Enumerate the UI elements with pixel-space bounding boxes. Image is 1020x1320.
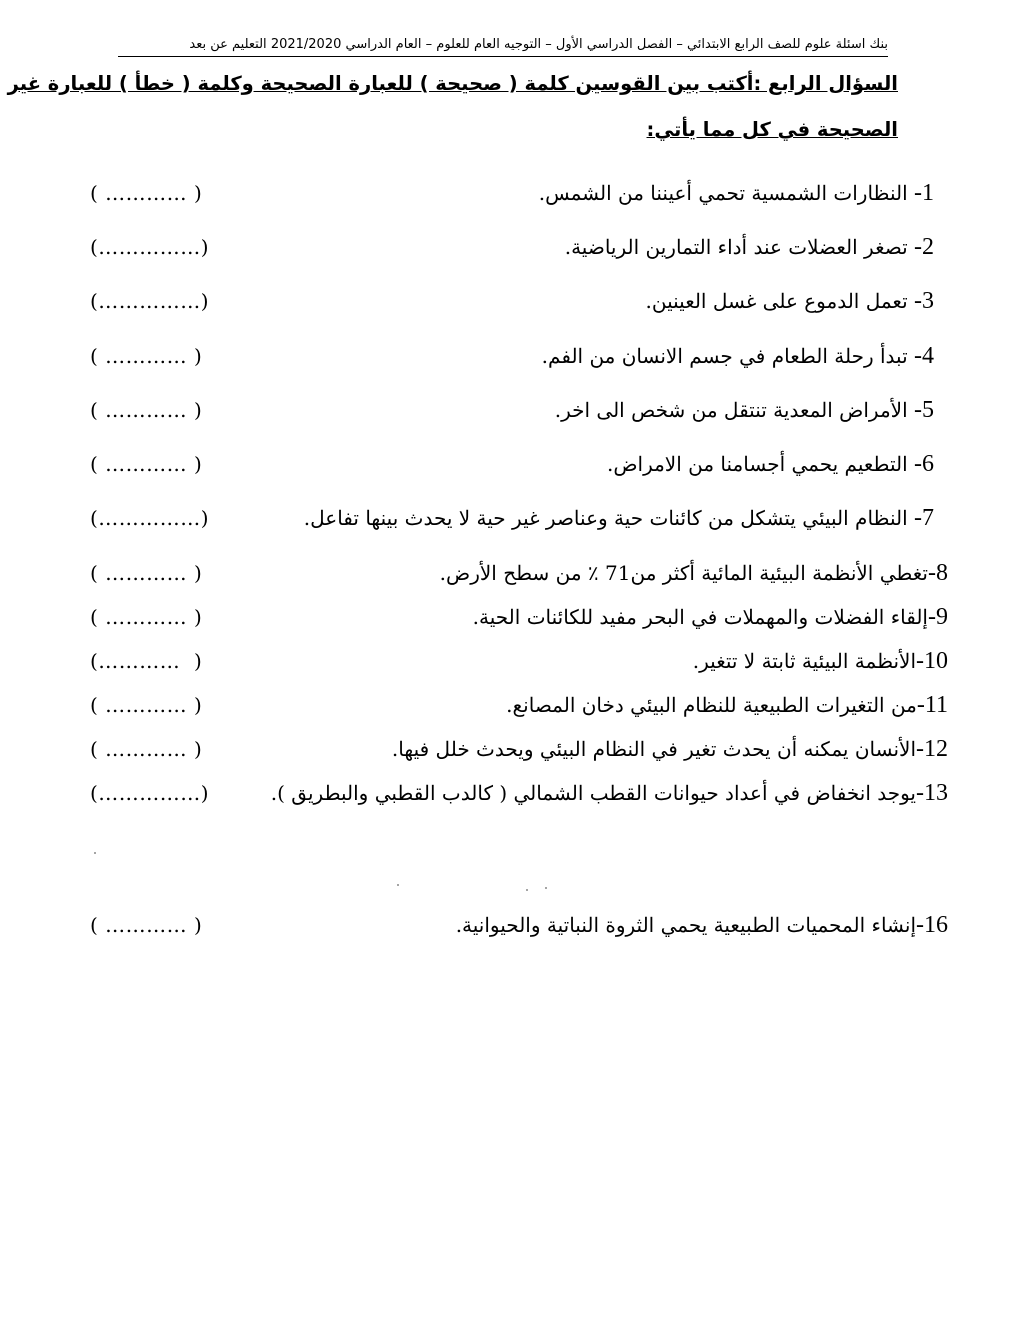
item-number: 5- [914, 397, 934, 423]
item-number: 10- [916, 648, 948, 674]
item-number: 9- [928, 604, 948, 630]
list-item [0, 341, 1020, 375]
item-text: تعمل الدموع على غسل العينين. [645, 289, 908, 313]
page-header: بنك اسئلة علوم للصف الرابع الابتدائي – الفصل الدراسي الأول – التوجيه العام للعلوم – العام الدراسي 2021/2020 التعليم عن بعد [118, 36, 888, 57]
item-text: تصغر العضلات عند أداء التمارين الرياضية. [564, 235, 908, 259]
list-item [0, 232, 1020, 266]
item-statement [555, 395, 934, 425]
item-number: 2- [914, 234, 934, 260]
answer-blank[interactable]: ( ………… ) [90, 561, 203, 585]
scan-speck [94, 852, 96, 854]
scan-speck [545, 887, 547, 889]
item-statement [506, 690, 948, 720]
question-title-line1: السؤال الرابع :أكتب بين القوسين كلمة ( صحيحة ) للعبارة الصحيحة وكلمة ( خطأ ) للعبارة غير [7, 72, 898, 95]
item-text: الأنظمة البيئية ثابتة لا تتغير. [692, 649, 916, 673]
answer-blank[interactable]: ( ………… ) [90, 398, 203, 422]
answer-blank[interactable]: (……………) [90, 289, 210, 313]
list-item [0, 558, 1020, 592]
answer-blank[interactable]: ( ………… ) [90, 452, 203, 476]
list-item [0, 646, 1020, 680]
answer-blank[interactable]: ( ………… ) [90, 693, 203, 717]
item-number: 12- [916, 736, 948, 762]
list-item [0, 395, 1020, 429]
item-statement [693, 646, 948, 676]
list-item [0, 690, 1020, 724]
list-item [0, 910, 1020, 944]
answer-blank[interactable]: (……………) [90, 781, 210, 805]
answer-blank[interactable]: (……………) [90, 506, 210, 530]
item-number: 11- [916, 692, 948, 718]
item-text: إلقاء الفضلات والمهملات في البحر مفيد للكائنات الحية. [472, 605, 928, 629]
item-number: 16- [916, 912, 948, 938]
item-text: النظام البيئي يتشكل من كائنات حية وعناصر غير حية لا يحدث بينها تفاعل. [303, 506, 908, 530]
list-item [0, 178, 1020, 212]
item-text: يوجد انخفاض في أعداد حيوانات القطب الشمالي ( كالدب القطبي والبطريق ). [270, 781, 916, 805]
answer-blank[interactable]: ( ………… ) [90, 913, 203, 937]
item-statement [440, 558, 948, 588]
list-item [0, 503, 1020, 537]
item-text: الأمراض المعدية تنتقل من شخص الى اخر. [554, 398, 908, 422]
answer-blank[interactable]: ( ………… ) [90, 737, 203, 761]
item-number: 1- [914, 180, 934, 206]
item-text: الأنسان يمكنه أن يحدث تغير في النظام البيئي ويحدث خلل فيها. [391, 737, 916, 761]
item-text: تبدأ رحلة الطعام في جسم الانسان من الفم. [541, 344, 908, 368]
item-number: 7- [914, 505, 934, 531]
scan-speck [526, 889, 528, 891]
item-statement [565, 232, 934, 262]
item-number: 4- [914, 343, 934, 369]
list-item [0, 286, 1020, 320]
answer-blank[interactable]: ( ………… ) [90, 605, 203, 629]
item-statement [542, 341, 934, 371]
item-statement [456, 910, 948, 940]
item-number: 13- [916, 780, 948, 806]
item-statement [646, 286, 935, 316]
list-item [0, 449, 1020, 483]
list-item [0, 778, 1020, 812]
item-number: 8- [928, 560, 948, 586]
scan-speck [397, 884, 399, 886]
answer-blank[interactable]: (……………) [90, 235, 210, 259]
item-statement [271, 778, 948, 808]
item-text: التطعيم يحمي أجسامنا من الامراض. [606, 452, 908, 476]
answer-blank[interactable]: (………… ) [90, 649, 203, 673]
item-statement [607, 449, 934, 479]
item-text: تغطي الأنظمة البيئية المائية أكثر من71 ٪ من سطح الأرض. [439, 561, 928, 585]
item-statement [473, 602, 948, 632]
item-statement [539, 178, 934, 208]
list-item [0, 602, 1020, 636]
answer-blank[interactable]: ( ………… ) [90, 344, 203, 368]
item-number: 3- [914, 288, 934, 314]
item-statement [392, 734, 948, 764]
question-title-line2: الصحيحة في كل مما يأتي: [646, 118, 898, 141]
item-number: 6- [914, 451, 934, 477]
item-text: النظارات الشمسية تحمي أعيننا من الشمس. [538, 181, 908, 205]
item-text: إنشاء المحميات الطبيعية يحمي الثروة النباتية والحيوانية. [455, 913, 916, 937]
item-text: من التغيرات الطبيعية للنظام البيئي دخان المصانع. [506, 693, 917, 717]
item-statement [304, 503, 934, 533]
list-item [0, 734, 1020, 768]
answer-blank[interactable]: ( ………… ) [90, 181, 203, 205]
